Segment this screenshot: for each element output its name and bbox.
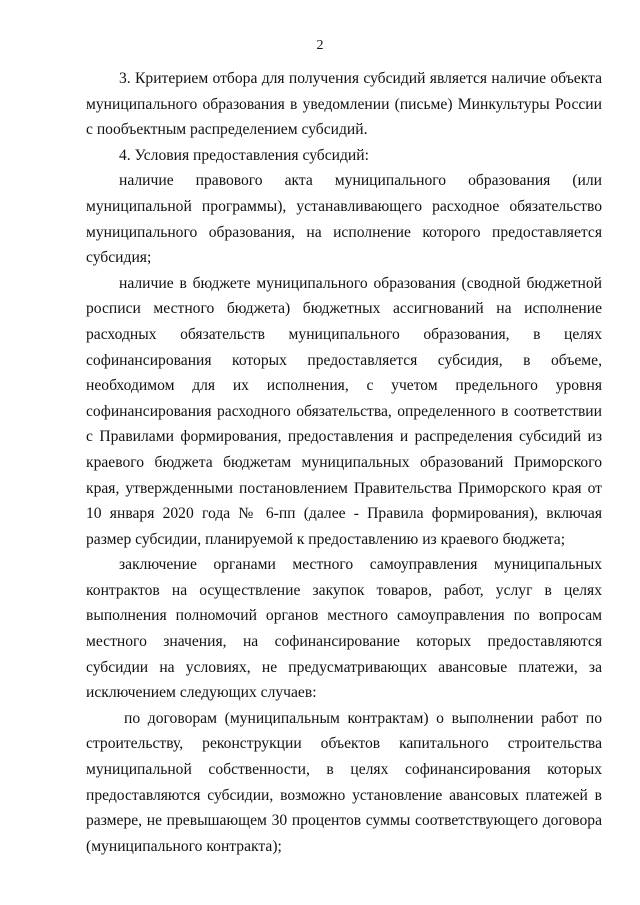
document-body	[86, 66, 602, 859]
paragraph-conditions-heading: 4. Условия предоставления субсидий:	[119, 146, 369, 164]
page-number: 2	[316, 38, 324, 53]
paragraph-legal-act: наличие правового акта муниципального образования (или муниципальной программы), устанавливающего расходное обязательство муниципального образования, на исполнение которого предоставляется субсидия;	[86, 172, 602, 267]
paragraph-criteria: 3. Критерием отбора для получения субсидий является наличие объекта муниципального образования в уведомлении (письме) Минкультуры России с пообъектным распределением субсидий.	[86, 70, 602, 139]
paragraph-budget-allocations: наличие в бюджете муниципального образования (сводной бюджетной росписи местного бюджета) бюджетных ассигнований на исполнение расходных обязательств муниципального образования, в целях софинансирования которых предоставляется субсидия, в объеме, необходимом для их исполнения, с учетом предельного уровня софинансирования расходного обязательства, определенного в соответствии с Правилами формирования, предоставления и распределения субсидий из краевого бюджета бюджетам муниципальных образований Приморского края, утвержденными постановлением Правительства Приморского края от 10 января 2020 года № 6-пп (далее - Правила формирования), включая размер субсидии, планируемой к предоставлению из краевого бюджета;	[86, 274, 602, 548]
paragraph-advance-payments: по договорам (муниципальным контрактам) о выполнении работ по строительству, реконструкции объектов капитального строительства муниципальной собственности, в целях софинансирования которых предоставляются субсидии, возможно установление авансовых платежей в размере, не превышающем 30 процентов суммы соответствующего договора (муниципального контракта);	[86, 709, 602, 855]
paragraph-contracts: заключение органами местного самоуправления муниципальных контрактов на осуществление закупок товаров, работ, услуг в целях выполнения полномочий органов местного самоуправления по вопросам местного значения, на софинансирование которых предоставляются субсидии на условиях, не предусматривающих авансовые платежи, за исключением следующих случаев:	[86, 556, 602, 702]
